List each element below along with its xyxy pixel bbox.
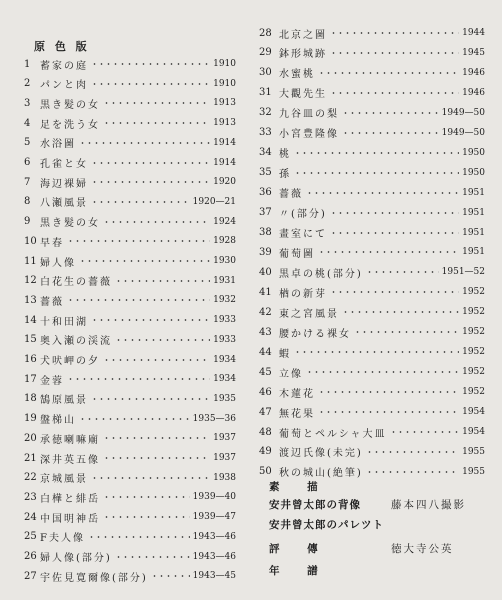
index-entry: [259, 84, 485, 102]
index-entry: [259, 283, 485, 301]
index-entry: [24, 75, 236, 93]
entry-title: 奥入瀬の渓流: [40, 336, 112, 348]
entry-number: 28: [259, 27, 272, 39]
entry-title: 黒卓の桃(部分): [279, 268, 363, 280]
entry-title: 大觀先生: [279, 89, 327, 101]
entry-number: 24: [24, 511, 37, 523]
entry-title: 盤梯山: [40, 415, 76, 427]
dot-leader: [103, 516, 190, 518]
supplement-entry: [259, 517, 485, 535]
entry-title: 畫室にて: [279, 229, 327, 240]
supplement-label: 評 傳: [269, 543, 330, 555]
index-entry: [24, 213, 236, 231]
dot-leader: [318, 411, 459, 413]
dot-leader: [79, 418, 190, 420]
dot-leader: [330, 32, 459, 34]
entry-year: 1946: [462, 87, 485, 98]
index-entry: [259, 303, 485, 321]
index-entry: [24, 429, 236, 447]
entry-title: 〃(部分): [279, 209, 327, 221]
entry-number: 40: [259, 266, 272, 278]
index-entry: [259, 144, 485, 162]
dot-leader: [294, 152, 459, 154]
entry-number: 11: [24, 255, 37, 267]
entry-number: 33: [259, 127, 272, 139]
index-entry: [259, 343, 485, 361]
entry-title: 腰かける裸女: [279, 328, 351, 340]
index-entry: [24, 311, 236, 329]
entry-number: 46: [259, 386, 272, 398]
entry-number: 1: [24, 58, 31, 70]
entry-title: 足を洗う女: [40, 119, 100, 131]
entry-number: 10: [24, 235, 37, 247]
entry-title: 薔薇: [279, 189, 303, 201]
dot-leader: [91, 398, 210, 400]
entry-year: 1950: [462, 167, 485, 178]
index-entry: [259, 383, 485, 401]
index-entry: [259, 184, 485, 202]
dot-leader: [390, 431, 460, 433]
entry-number: 49: [259, 446, 272, 458]
supplement-label: 安井曾太郎のパレツト: [269, 519, 384, 531]
entry-year: 1930: [213, 256, 236, 266]
entry-year: 1946: [462, 67, 485, 78]
entry-title: 立像: [279, 368, 303, 380]
entry-year: 1955: [462, 466, 485, 477]
entry-number: 31: [259, 87, 272, 99]
index-entry: [259, 204, 485, 222]
index-entry: [259, 403, 485, 421]
dot-leader: [366, 471, 459, 473]
dot-leader: [342, 132, 439, 134]
entry-title: 婦人像: [40, 257, 76, 269]
entry-title: 九谷皿の梨: [279, 109, 339, 121]
section-title: 原 色 版: [34, 40, 90, 53]
entry-title: 水浴圖: [40, 139, 76, 151]
dot-leader: [91, 319, 210, 321]
dot-leader: [306, 192, 459, 194]
entry-number: 14: [24, 314, 37, 326]
entry-number: 27: [24, 570, 37, 582]
entry-number: 36: [259, 187, 272, 199]
index-entry: [259, 64, 485, 82]
entry-year: 1952: [462, 367, 485, 378]
index-entry: [259, 24, 485, 42]
index-entry: [259, 263, 485, 281]
entry-number: 5: [24, 137, 31, 149]
entry-number: 6: [24, 157, 31, 168]
entry-number: 39: [259, 246, 272, 258]
dot-leader: [103, 359, 210, 361]
entry-title: 水蜜桃: [279, 69, 315, 81]
dot-leader: [330, 52, 459, 54]
entry-title: 白花生の薔薇: [40, 277, 112, 289]
entry-year: 1952: [462, 287, 485, 298]
entry-year: 1949—50: [441, 107, 485, 118]
supplement-credit: 藤本四八撮影: [391, 499, 466, 511]
index-entry: [259, 323, 485, 341]
entry-year: 1944: [462, 28, 485, 38]
entry-year: 1949—50: [441, 127, 485, 138]
dot-leader: [366, 271, 439, 273]
entry-title: 黒き髪の女: [40, 218, 100, 230]
entry-year: 1935—36: [192, 413, 236, 424]
index-entry: [24, 173, 236, 191]
index-entry: [259, 164, 485, 182]
entry-title: 秋の城山(絶筆): [279, 468, 363, 480]
index-entry: [24, 370, 236, 388]
entry-year: 1954: [462, 427, 485, 437]
entry-year: 1933: [213, 334, 236, 345]
entry-title: 白樺と緋岳: [40, 493, 100, 505]
entry-title: 犬吠岬の夕: [40, 356, 100, 367]
entry-number: 9: [24, 216, 31, 228]
entry-number: 48: [259, 426, 272, 438]
entry-title: 葡萄とペルシャ大皿: [279, 428, 387, 440]
dot-leader: [330, 92, 459, 94]
entry-title: 金蓉: [40, 375, 64, 387]
entry-title: パンと肉: [40, 80, 88, 92]
index-entry: [24, 528, 236, 546]
entry-year: 1951—52: [441, 267, 485, 278]
dot-leader: [115, 339, 210, 341]
dot-leader: [91, 83, 210, 85]
entry-number: 41: [259, 286, 272, 298]
entry-title: 薔薇: [40, 296, 64, 308]
entry-title: 孔雀と女: [40, 159, 88, 170]
entry-year: 1935: [213, 393, 236, 404]
entry-title: 無花果: [279, 408, 315, 420]
entry-number: 43: [259, 326, 272, 338]
dot-leader: [67, 240, 210, 242]
entry-title: 深井英五像: [40, 454, 100, 466]
dot-leader: [294, 172, 459, 174]
entry-year: 1934: [213, 354, 236, 365]
entry-year: 1943—46: [192, 531, 236, 542]
entry-year: 1951: [462, 187, 485, 198]
entry-year: 1910: [213, 78, 236, 89]
entry-year: 1931: [213, 275, 236, 286]
entry-title: 蝦: [279, 348, 291, 360]
entry-title: 早春: [40, 237, 64, 249]
index-entry: [259, 44, 485, 62]
index-entry: [24, 291, 236, 309]
index-entry: [259, 224, 485, 242]
entry-title: 婦人像(部分): [40, 553, 112, 564]
entry-year: 1955: [462, 446, 485, 457]
entry-year: 1954: [462, 407, 485, 418]
entry-number: 8: [24, 196, 31, 208]
entry-year: 1932: [213, 295, 236, 306]
entry-year: 1934: [213, 374, 236, 385]
entry-year: 1920: [213, 177, 236, 188]
entry-year: 1920—21: [192, 196, 236, 207]
entry-number: 7: [24, 176, 31, 188]
entry-number: 23: [24, 491, 37, 503]
index-entry: [24, 272, 236, 290]
entry-year: 1945: [462, 47, 485, 58]
index-entry: [259, 443, 485, 461]
entry-number: 35: [259, 167, 272, 179]
entry-year: 1937: [213, 433, 236, 444]
entry-title: 鵠原風景: [40, 395, 88, 407]
entry-year: 1939—47: [192, 512, 236, 523]
entry-year: 1937: [213, 453, 236, 463]
entry-number: 25: [24, 531, 37, 543]
entry-title: 京城風景: [40, 474, 88, 486]
index-entry: [259, 104, 485, 122]
dot-leader: [366, 451, 459, 453]
entry-number: 42: [259, 306, 272, 318]
entry-title: 渡辺氏像(未完): [279, 448, 363, 460]
dot-leader: [318, 72, 459, 74]
entry-year: 1950: [462, 147, 485, 158]
supplement-label: 素 描: [269, 481, 330, 493]
entry-year: 1952: [462, 387, 485, 398]
dot-leader: [115, 280, 210, 282]
entry-year: 1943—46: [192, 551, 236, 562]
entry-year: 1914: [213, 157, 236, 168]
entry-year: 1952: [462, 347, 485, 358]
entry-year: 1951: [462, 247, 485, 258]
entry-number: 17: [24, 373, 37, 385]
index-entry: [259, 124, 485, 142]
dot-leader: [103, 122, 210, 124]
index-entry: [259, 243, 485, 261]
entry-number: 19: [24, 413, 37, 425]
entry-number: 13: [24, 294, 37, 306]
index-entry: [24, 134, 236, 152]
entry-year: 1933: [213, 315, 236, 326]
entry-title: 承徳喇嘛廟: [40, 434, 100, 446]
dot-leader: [330, 232, 459, 234]
entry-number: 21: [24, 452, 37, 464]
entry-number: 3: [24, 97, 31, 109]
entry-number: 44: [259, 346, 272, 358]
index-entry: [24, 390, 236, 408]
dot-leader: [79, 142, 210, 144]
dot-leader: [67, 299, 210, 301]
supplement-entry: [259, 563, 485, 581]
entry-title: 木蓮花: [279, 388, 315, 400]
entry-title: 黒き髪の女: [40, 99, 100, 111]
entry-number: 37: [259, 207, 272, 219]
entry-year: 1938: [213, 472, 236, 483]
index-entry: [24, 488, 236, 506]
entry-year: 1951: [462, 207, 485, 218]
dot-leader: [330, 212, 459, 214]
entry-title: 海辺裸婦: [40, 178, 88, 190]
index-entry: [24, 469, 236, 487]
supplement-label: 年 譜: [269, 565, 330, 577]
index-entry: [24, 94, 236, 112]
entry-title: 北京之圖: [279, 29, 327, 41]
dot-leader: [330, 291, 459, 293]
dot-leader: [103, 496, 190, 498]
index-entry: [24, 232, 236, 250]
dot-leader: [342, 112, 439, 114]
index-entry: [24, 449, 236, 467]
index-entry: [24, 548, 236, 566]
entry-number: 20: [24, 432, 37, 444]
entry-title: 鉢形城跡: [279, 49, 327, 61]
dot-leader: [91, 181, 210, 183]
entry-year: 1951: [462, 227, 485, 238]
entry-title: 蓄家の庭: [40, 60, 88, 72]
entry-title: 八瀬風景: [40, 198, 88, 210]
index-entry: [24, 331, 236, 349]
index-entry: [24, 410, 236, 428]
entry-year: 1952: [462, 307, 485, 318]
entry-title: 葡萄圖: [279, 248, 315, 260]
entry-title: 小宮豊隆像: [279, 129, 339, 141]
index-entry: [24, 351, 236, 369]
dot-leader: [91, 63, 210, 65]
entry-number: 47: [259, 406, 272, 418]
entry-year: 1939—40: [192, 492, 236, 503]
index-entry: [24, 114, 236, 132]
dot-leader: [91, 201, 190, 203]
dot-leader: [115, 556, 190, 558]
entry-number: 50: [259, 466, 272, 478]
index-entry: [24, 154, 236, 172]
dot-leader: [318, 391, 459, 393]
entry-number: 18: [24, 393, 37, 405]
supplement-entry: [259, 479, 485, 497]
entry-number: 45: [259, 366, 272, 378]
entry-year: 1914: [213, 137, 236, 148]
entry-number: 29: [259, 47, 272, 59]
entry-number: 34: [259, 147, 272, 159]
dot-leader: [91, 477, 210, 479]
index-entry: [259, 363, 485, 381]
index-entry: [24, 55, 236, 73]
entry-title: 楢の新芽: [279, 288, 327, 300]
entry-title: 孫: [279, 169, 291, 181]
index-entry: [24, 567, 236, 585]
entry-number: 2: [24, 78, 31, 90]
dot-leader: [354, 331, 459, 333]
dot-leader: [294, 351, 459, 353]
entry-number: 30: [259, 67, 272, 79]
entry-year: 1943—45: [192, 571, 236, 582]
entry-number: 16: [24, 354, 37, 365]
dot-leader: [103, 437, 210, 439]
dot-leader: [318, 251, 459, 253]
entry-title: 中国明神岳: [40, 513, 100, 525]
entry-year: 1910: [213, 59, 236, 69]
entry-title: 十和田湖: [40, 316, 88, 328]
entry-number: 12: [24, 275, 37, 287]
index-entry: [259, 423, 485, 441]
dot-leader: [306, 371, 459, 373]
supplement-credit: 徳大寺公英: [391, 543, 454, 555]
entry-title: F夫人像: [40, 533, 85, 545]
dot-leader: [88, 536, 190, 538]
entry-number: 38: [259, 227, 272, 238]
entry-year: 1924: [213, 216, 236, 227]
entry-year: 1913: [213, 118, 236, 129]
entry-number: 4: [24, 117, 31, 129]
supplement-entry: [259, 497, 485, 515]
entry-year: 1913: [213, 98, 236, 109]
entry-title: 宇佐見寛爾像(部分): [40, 572, 148, 584]
supplement-entry: [259, 541, 485, 559]
entry-number: 22: [24, 472, 37, 484]
entry-year: 1928: [213, 236, 236, 247]
dot-leader: [342, 311, 459, 313]
dot-leader: [151, 575, 190, 577]
entry-number: 26: [24, 551, 37, 562]
index-entry: [24, 252, 236, 270]
dot-leader: [103, 102, 210, 104]
dot-leader: [79, 260, 210, 262]
index-entry: [24, 508, 236, 526]
dot-leader: [103, 457, 210, 459]
dot-leader: [103, 221, 210, 223]
dot-leader: [67, 378, 210, 380]
entry-title: 東之宮風景: [279, 308, 339, 320]
entry-title: 桃: [279, 149, 291, 161]
supplement-label: 安井曾太郎の背像: [269, 499, 361, 511]
entry-number: 32: [259, 107, 272, 119]
entry-number: 15: [24, 334, 37, 346]
entry-year: 1952: [462, 327, 485, 338]
index-entry: [24, 193, 236, 211]
dot-leader: [91, 162, 210, 164]
